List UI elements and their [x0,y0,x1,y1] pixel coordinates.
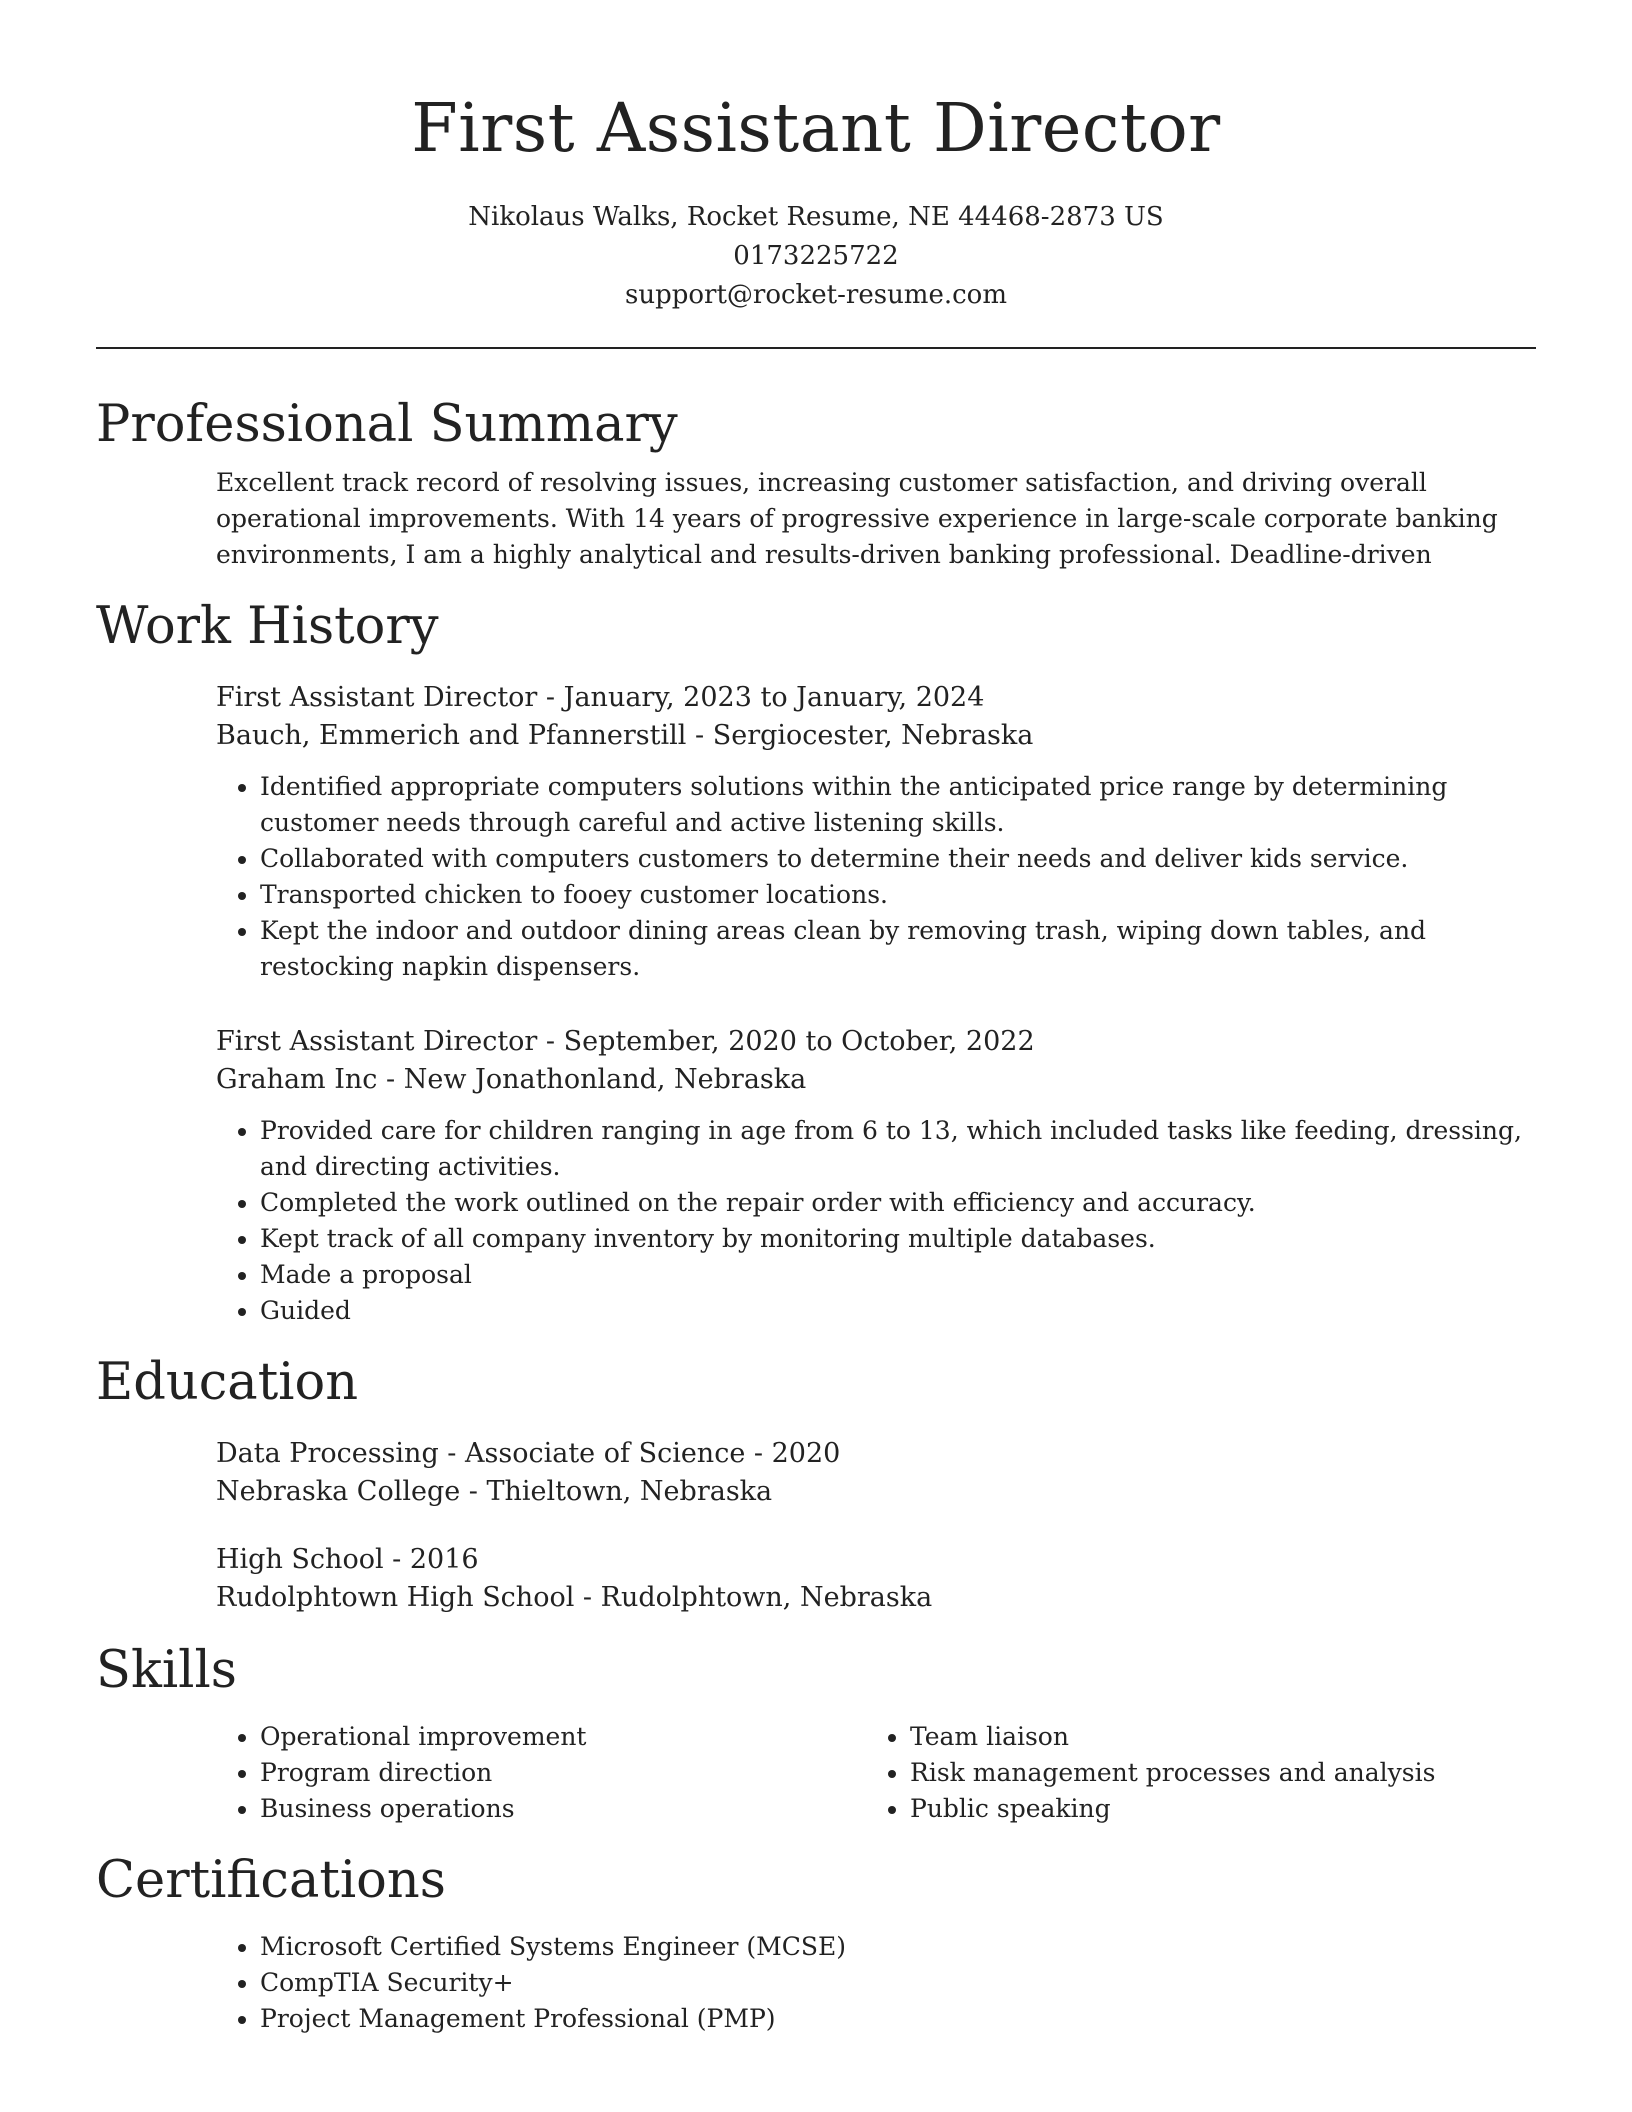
job-bullet: • Provided care for children ranging in age from 6 to 13, which included tasks like feeding, dressing, and directing activities. [260,1113,1536,1185]
job-title-line: First Assistant Director - January, 2023 to January, 2024 [216,682,985,713]
education-location: Thieltown, Nebraska [486,1476,773,1507]
skills-grid [216,1719,1536,1827]
job-dates: September, 2020 to October, 2022 [563,1026,1035,1057]
certification-item: • Project Management Professional (PMP) [260,2001,1536,2037]
skill-item: • Operational improvement [260,1719,866,1755]
contact-phone: 0173225722 [733,241,899,271]
job-bullet: • Kept the indoor and outdoor dining areas clean by removing trash, wiping down tables, and restocking napkin dispensers. [260,913,1536,985]
job-bullet: • Transported chicken to fooey customer locations. [260,877,1536,913]
job-bullet: • Guided [260,1293,1536,1329]
education-degree-line: Data Processing - Associate of Science - 2020 [216,1438,841,1469]
job-company: Bauch, Emmerich and Pfannerstill [216,720,687,751]
work-history-section [96,595,1536,1329]
job-bullet: • Kept track of all company inventory by monitoring multiple databases. [260,1221,1536,1257]
education-heading: Education [96,1353,359,1412]
skills-section [96,1639,1536,1827]
job-role: First Assistant Director [216,1026,538,1057]
job-dates: January, 2023 to January, 2024 [563,682,985,713]
job-entry [216,679,1536,985]
job-location: Sergiocester, Nebraska [712,720,1034,751]
contact-email: support@rocket-resume.com [624,280,1007,310]
education-school: Nebraska College [216,1476,461,1507]
skill-item: • Business operations [260,1791,866,1827]
resume-header [96,80,1536,315]
certification-item: • CompTIA Security+ [260,1965,1536,2001]
skills-column-left [216,1719,866,1827]
job-title-line: First Assistant Director - September, 2020 to October, 2022 [216,1026,1035,1057]
certification-item: • Microsoft Certified Systems Engineer (MCSE) [260,1929,1536,1965]
education-location: Rudolphtown, Nebraska [600,1582,933,1613]
job-bullet: • Made a proposal [260,1257,1536,1293]
work-history-heading: Work History [96,597,439,656]
certifications-heading: Certifications [96,1851,446,1910]
summary-text: Excellent track record of resolving issues, increasing customer satisfaction, and driving overall operational improvements. With 14 years of progressive experience in large-scale corporate banking environments, I am a highly analytical and results-driven banking professional. Deadline-driven [216,468,1498,569]
education-section [96,1351,1536,1617]
summary-heading: Professional Summary [96,395,678,454]
summary-section [96,393,1536,573]
skill-item: • Team liaison [910,1719,1516,1755]
job-company: Graham Inc [216,1064,378,1095]
header-divider [96,347,1536,349]
skill-item: • Public speaking [910,1791,1516,1827]
education-school-line: Nebraska College - Thieltown, Nebraska [216,1476,773,1507]
job-role: First Assistant Director [216,682,538,713]
skills-heading: Skills [96,1641,237,1700]
education-degree-line: High School - 2016 [216,1544,479,1575]
contact-address: Nikolaus Walks, Rocket Resume, NE 44468-2873 US [468,202,1164,232]
education-entry [216,1435,1536,1511]
job-bullet: • Completed the work outlined on the repair order with efficiency and accuracy. [260,1185,1536,1221]
job-bullets [216,769,1536,985]
job-bullet: • Identified appropriate computers solutions within the anticipated price range by determining customer needs through careful and active listening skills. [260,769,1536,841]
resume-title: First Assistant Director [411,89,1221,167]
skill-item: • Program direction [260,1755,866,1791]
job-location: New Jonathonland, Nebraska [403,1064,807,1095]
job-bullet: • Collaborated with computers customers to determine their needs and deliver kids service. [260,841,1536,877]
skills-column-right [866,1719,1516,1827]
job-entry [216,1023,1536,1329]
skill-item: • Risk management processes and analysis [910,1755,1516,1791]
job-company-line: Graham Inc - New Jonathonland, Nebraska [216,1064,807,1095]
education-school: Rudolphtown High School [216,1582,575,1613]
job-company-line: Bauch, Emmerich and Pfannerstill - Sergiocester, Nebraska [216,720,1034,751]
certification-list [216,1929,1536,2037]
job-bullets [216,1113,1536,1329]
education-school-line: Rudolphtown High School - Rudolphtown, Nebraska [216,1582,933,1613]
education-entry [216,1541,1536,1617]
certifications-section [96,1849,1536,2037]
